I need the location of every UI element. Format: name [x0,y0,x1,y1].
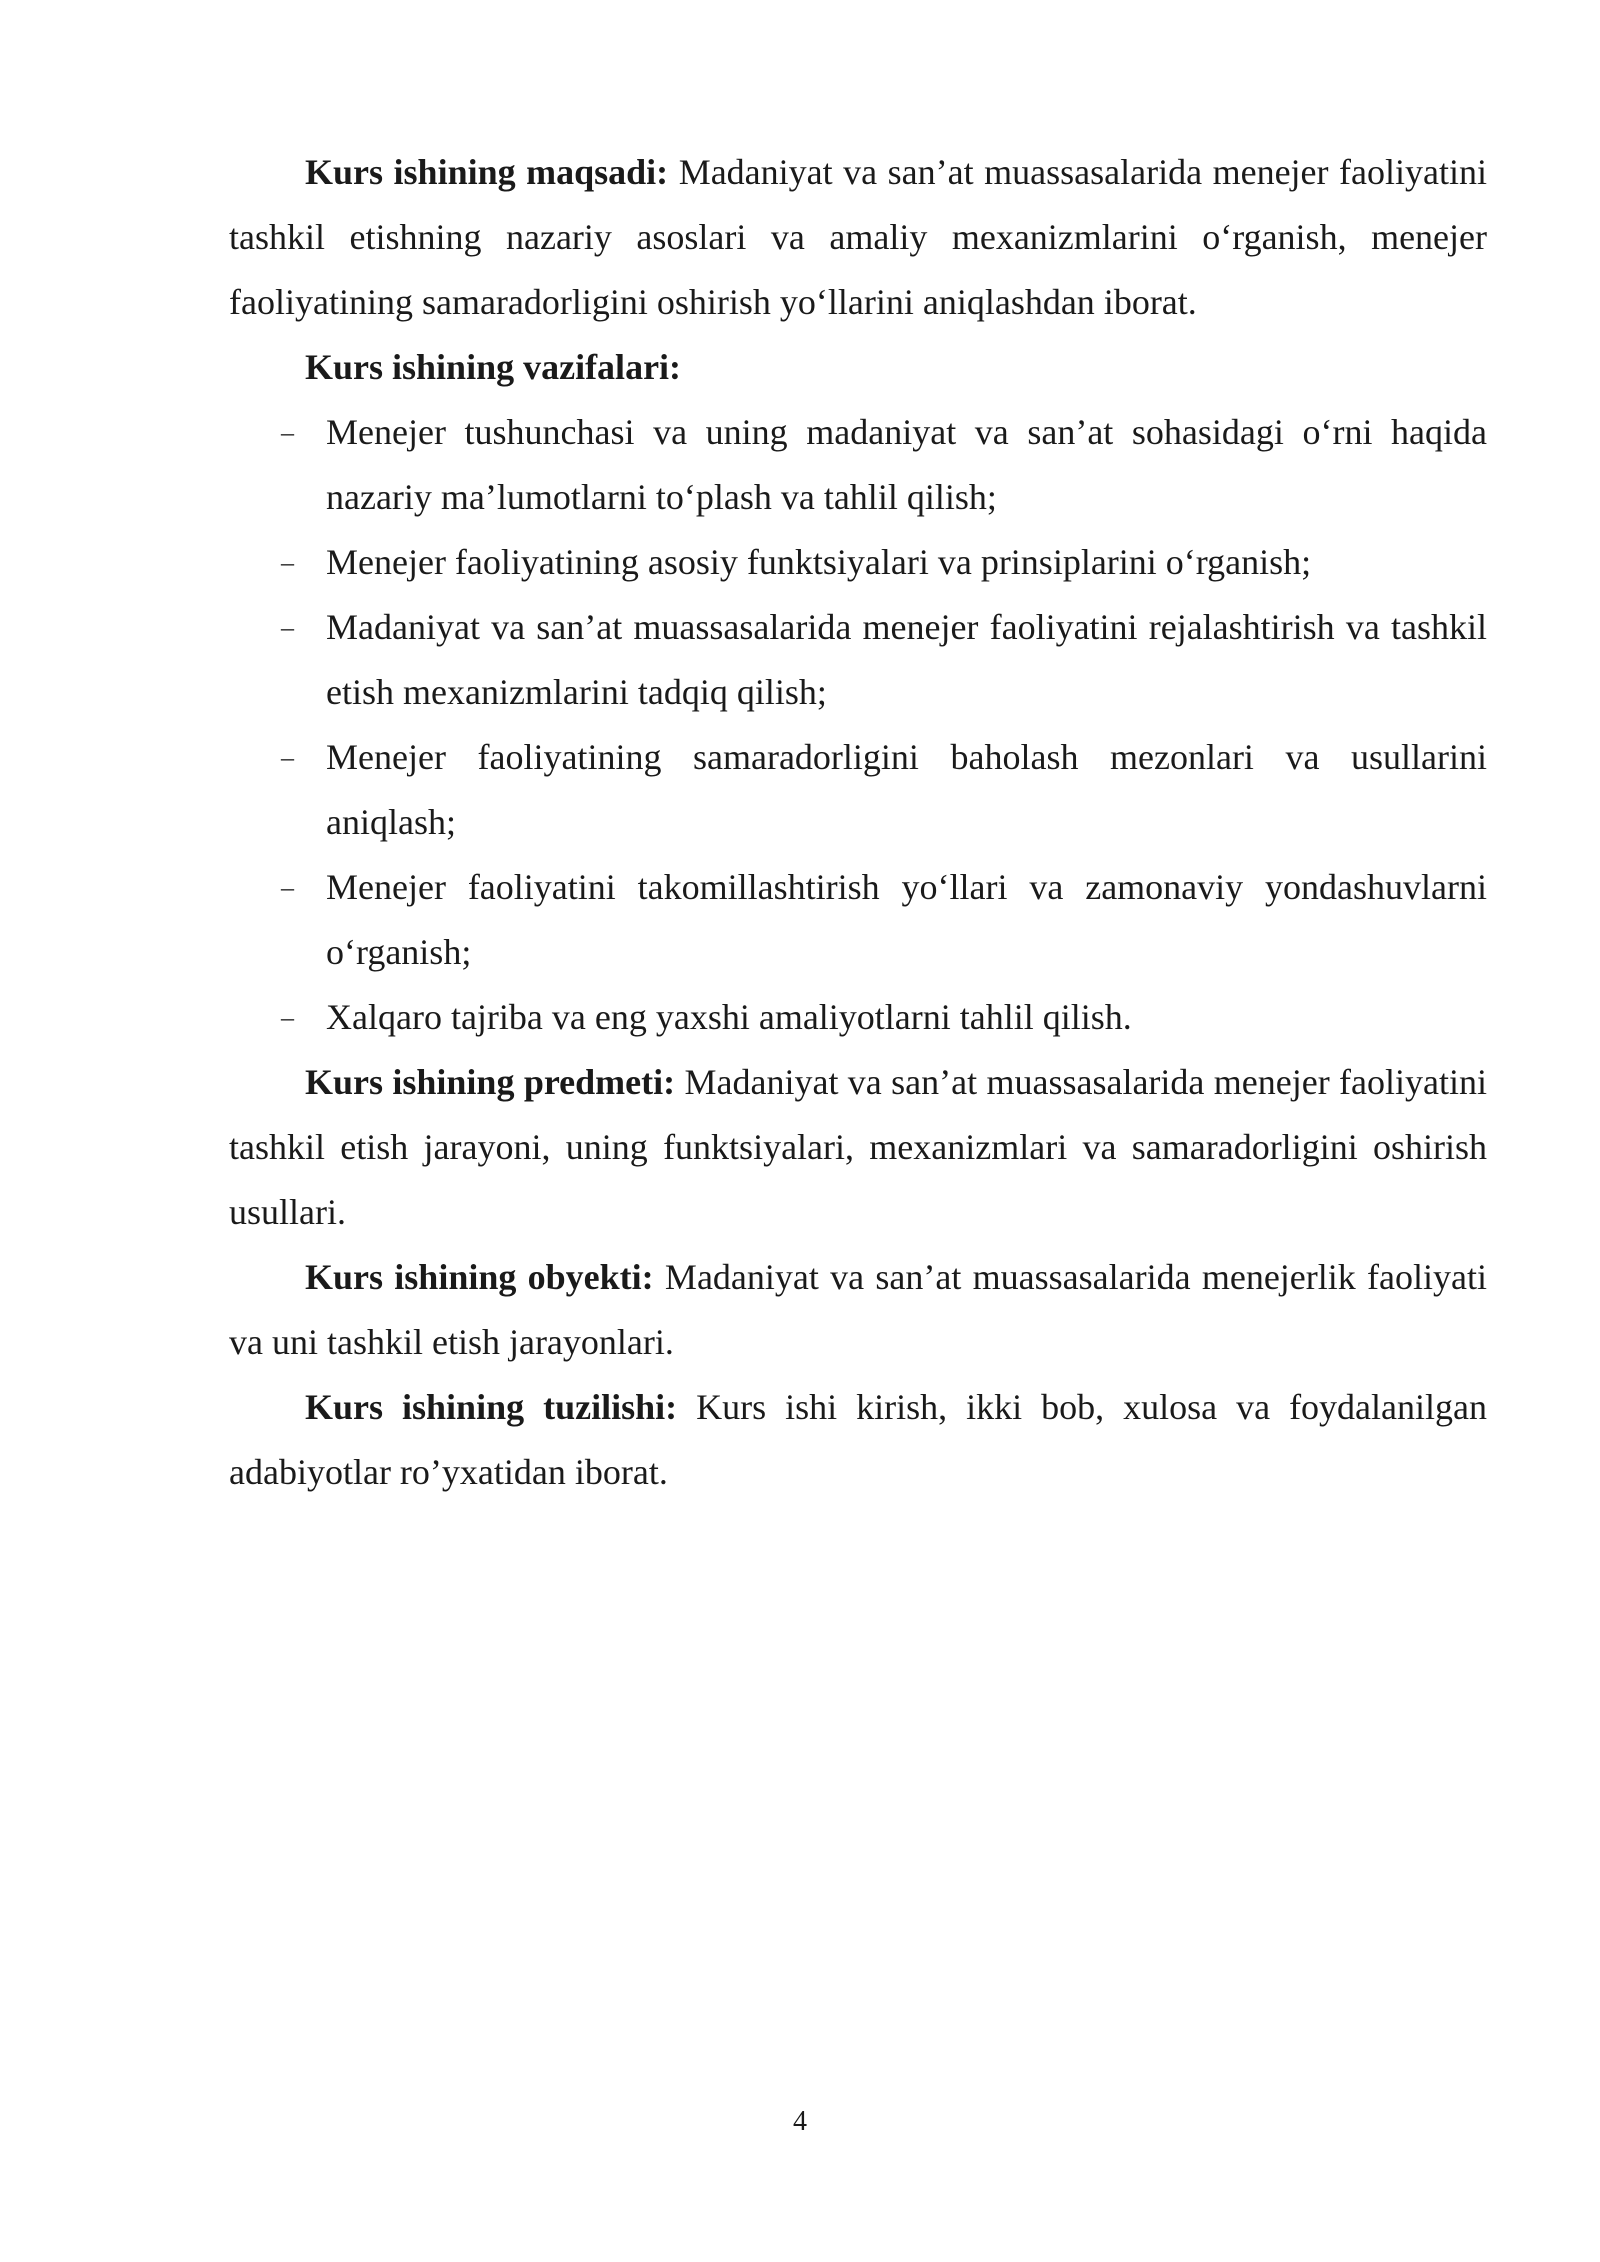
list-item [229,530,1487,595]
dash-bullet: – [281,613,294,642]
task-text: Madaniyat va san’at muassasalarida menejer faoliyatini rejalashtirish va tashkil etish mexanizmlarini tadqiq qilish; [326,607,1487,712]
structure-label: Kurs ishining tuzilishi: [305,1387,678,1427]
list-item [229,595,1487,725]
list-item [229,400,1487,530]
list-item [229,725,1487,855]
structure-paragraph [229,1375,1487,1505]
tasks-heading: Kurs ishining vazifalari: [305,347,682,387]
dash-bullet: – [281,418,294,447]
subject-label: Kurs ishining predmeti: [305,1062,676,1102]
task-text: Xalqaro tajriba va eng yaxshi amaliyotlarni tahlil qilish. [326,997,1132,1037]
goal-text: Madaniyat va san’at muassasalarida menejer faoliyatini tashkil etishning nazariy asoslari va amaliy mexanizmlarini o‘rganish, menejer faoliyatining samaradorligini oshirish yo‘llarini aniqlashdan iborat. [229,152,1487,322]
goal-label: Kurs ishining maqsadi: [305,152,669,192]
page-body [229,140,1487,1505]
task-text: Menejer faoliyatining samaradorligini baholash mezonlari va usullarini aniqlash; [326,737,1487,842]
object-text: Madaniyat va san’at muassasalarida menejerlik faoliyati va uni tashkil etish jarayonlari. [229,1257,1488,1362]
object-label: Kurs ishining obyekti: [305,1257,654,1297]
dash-bullet: – [281,873,294,902]
subject-paragraph [229,1050,1487,1245]
tasks-list [229,400,1487,1050]
structure-text: Kurs ishi kirish, ikki bob, xulosa va foydalanilgan adabiyotlar ro’yxatidan iborat. [229,1387,1487,1492]
dash-bullet: – [281,743,294,772]
page-number: 4 [793,2106,807,2137]
subject-text: Madaniyat va san’at muassasalarida menejer faoliyatini tashkil etish jarayoni, uning funktsiyalari, mexanizmlari va samaradorligini oshirish usullari. [229,1062,1487,1232]
dash-bullet: – [281,1003,294,1032]
list-item [229,985,1487,1050]
object-paragraph [229,1245,1487,1375]
goal-paragraph [229,140,1487,335]
task-text: Menejer faoliyatini takomillashtirish yo‘llari va zamonaviy yondashuvlarni o‘rganish; [326,867,1487,972]
task-text: Menejer faoliyatining asosiy funktsiyalari va prinsiplarini o‘rganish; [326,542,1312,582]
list-item [229,855,1487,985]
task-text: Menejer tushunchasi va uning madaniyat va san’at sohasidagi o‘rni haqida nazariy ma’lumotlarni to‘plash va tahlil qilish; [326,412,1487,517]
dash-bullet: – [281,548,294,577]
